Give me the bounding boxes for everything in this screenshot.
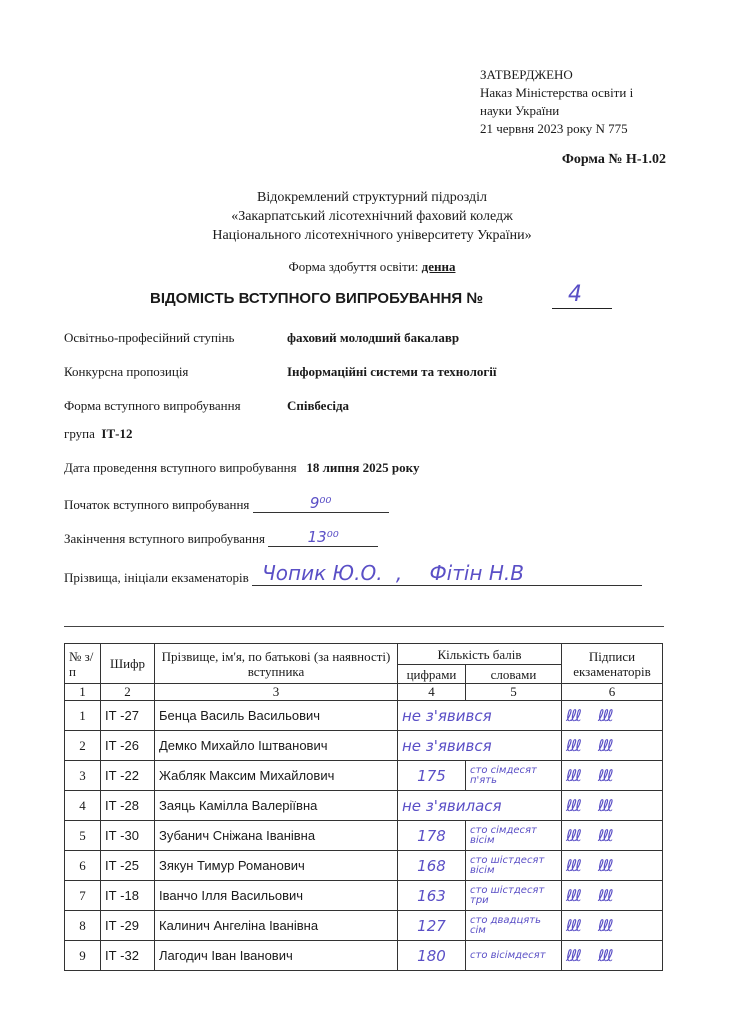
row-number: 7 — [65, 881, 101, 911]
table-row — [65, 941, 663, 971]
exam-form-label: Форма вступного випробування — [64, 398, 241, 413]
document-title: ВІДОМІСТЬ ВСТУПНОГО ВИПРОБУВАННЯ № — [150, 290, 484, 307]
institution-line-1: Відокремлений структурний підрозділ — [256, 190, 488, 205]
program-value: Інформаційні системи та технології — [287, 364, 497, 379]
applicant-name: Демко Михайло Іштванович — [155, 731, 398, 761]
signature-2: ℓℓℓ — [597, 796, 612, 815]
header-signatures: Підписи екзаменаторів — [562, 644, 663, 684]
signatures-cell — [562, 851, 663, 881]
examiners-label: Прізвища, ініціали екзаменаторів — [64, 570, 249, 585]
institution-name — [0, 188, 744, 245]
signatures-cell — [562, 701, 663, 731]
score-digits-cell — [398, 911, 466, 941]
score-words: сто двадцять сім — [470, 914, 542, 936]
institution-line-3: Національного лісотехнічного університету України» — [212, 228, 532, 243]
signature-1: ℓℓℓ — [566, 826, 580, 845]
absence-note: не з'явилася — [402, 796, 502, 815]
table-row — [65, 701, 663, 731]
signature-1: ℓℓℓ — [566, 856, 580, 875]
results-table — [64, 643, 663, 971]
absence-note-cell — [398, 701, 562, 731]
applicant-code: ІТ -26 — [101, 731, 155, 761]
signature-1: ℓℓℓ — [566, 946, 580, 965]
examiner-2: Фітін Н.В — [429, 561, 524, 585]
end-value: 13⁰⁰ — [307, 528, 339, 546]
form-number: Форма № Н-1.02 — [561, 152, 666, 167]
score-digits: 175 — [417, 766, 446, 785]
start-label: Початок вступного випробування — [64, 497, 250, 512]
approval-line-4: 21 червня 2023 року N 775 — [480, 121, 628, 136]
applicant-code: ІТ -25 — [101, 851, 155, 881]
score-digits-cell — [398, 821, 466, 851]
date-value: 18 липня 2025 року — [306, 460, 420, 475]
applicant-name: Лагодич Іван Іванович — [155, 941, 398, 971]
signature-1: ℓℓℓ — [566, 736, 580, 755]
score-digits-cell — [398, 881, 466, 911]
score-digits: 127 — [417, 916, 446, 935]
title-number: 4 — [568, 282, 582, 307]
signatures-cell — [562, 941, 663, 971]
applicant-name: Жабляк Максим Михайлович — [155, 761, 398, 791]
signatures-cell — [562, 911, 663, 941]
score-words: сто шістдесят вісім — [470, 854, 545, 876]
table-row — [65, 881, 663, 911]
date-row — [64, 460, 419, 476]
approval-line-3: науки України — [480, 103, 560, 118]
score-digits: 180 — [417, 946, 446, 965]
applicant-name: Зубанич Сніжана Іванівна — [155, 821, 398, 851]
score-words-cell — [466, 941, 562, 971]
signatures-cell — [562, 731, 663, 761]
row-number: 8 — [65, 911, 101, 941]
applicant-code: ІТ -28 — [101, 791, 155, 821]
header-score-digits: цифрами — [398, 665, 466, 684]
score-digits-cell — [398, 851, 466, 881]
signature-1: ℓℓℓ — [566, 796, 580, 815]
signature-1: ℓℓℓ — [566, 916, 580, 935]
row-number: 1 — [65, 701, 101, 731]
group-label: група — [64, 426, 95, 441]
title-number-line — [552, 308, 612, 309]
education-form — [0, 259, 744, 275]
score-digits: 168 — [417, 856, 446, 875]
approval-line-2: Наказ Міністерства освіти і — [480, 85, 634, 100]
group-value: ІТ-12 — [101, 426, 133, 441]
signature-1: ℓℓℓ — [566, 706, 580, 725]
applicant-name: Іванчо Ілля Васильович — [155, 881, 398, 911]
score-words-cell — [466, 821, 562, 851]
col-number: 5 — [466, 684, 562, 701]
header-score: Кількість балів — [398, 644, 562, 665]
examiner-separator: , — [395, 561, 403, 585]
absence-note-cell — [398, 731, 562, 761]
group-row — [64, 426, 132, 442]
applicant-code: ІТ -30 — [101, 821, 155, 851]
applicant-name: Заяць Камілла Валеріївна — [155, 791, 398, 821]
score-words: сто сімдесят п'ять — [470, 764, 537, 786]
applicant-name: Зякун Тимур Романович — [155, 851, 398, 881]
header-no: № з/п — [65, 644, 101, 684]
education-form-label: Форма здобуття освіти: — [288, 259, 419, 274]
row-number: 6 — [65, 851, 101, 881]
education-form-value: денна — [421, 259, 456, 274]
end-row — [64, 528, 378, 547]
applicant-name: Калинич Ангеліна Іванівна — [155, 911, 398, 941]
col-number: 4 — [398, 684, 466, 701]
signature-2: ℓℓℓ — [597, 706, 612, 725]
row-number: 2 — [65, 731, 101, 761]
applicant-code: ІТ -22 — [101, 761, 155, 791]
exam-form-value: Співбесіда — [287, 398, 350, 413]
signatures-cell — [562, 881, 663, 911]
signature-2: ℓℓℓ — [597, 916, 612, 935]
signature-1: ℓℓℓ — [566, 886, 580, 905]
header-code: Шифр — [101, 644, 155, 684]
degree-label: Освітньо-професійний ступінь — [64, 330, 235, 345]
degree-value: фаховий молодший бакалавр — [287, 330, 460, 345]
end-label: Закінчення вступного випробування — [64, 531, 265, 546]
col-number: 1 — [65, 684, 101, 701]
col-number: 3 — [155, 684, 398, 701]
institution-line-2: «Закарпатський лісотехнічний фаховий коледж — [231, 209, 513, 224]
score-digits: 163 — [417, 886, 446, 905]
signatures-cell — [562, 761, 663, 791]
applicant-code: ІТ -32 — [101, 941, 155, 971]
signature-2: ℓℓℓ — [597, 856, 612, 875]
table-row — [65, 761, 663, 791]
score-words: сто сімдесят вісім — [470, 824, 537, 846]
table-row — [65, 731, 663, 761]
table-row — [65, 791, 663, 821]
approval-line-1: ЗАТВЕРДЖЕНО — [480, 67, 573, 82]
score-words: сто шістдесят три — [470, 884, 545, 906]
start-value: 9⁰⁰ — [309, 494, 332, 512]
header-score-words: словами — [466, 665, 562, 684]
score-words-cell — [466, 761, 562, 791]
applicant-name: Бенца Василь Васильович — [155, 701, 398, 731]
absence-note-cell — [398, 791, 562, 821]
signature-2: ℓℓℓ — [597, 766, 612, 785]
absence-note: не з'явився — [402, 706, 492, 725]
score-digits: 178 — [417, 826, 446, 845]
col-number: 2 — [101, 684, 155, 701]
signatures-cell — [562, 821, 663, 851]
signature-2: ℓℓℓ — [597, 736, 612, 755]
table-row — [65, 851, 663, 881]
table-row — [65, 911, 663, 941]
header-name: Прізвище, ім'я, по батькові (за наявності) вступника — [155, 644, 398, 684]
row-number: 3 — [65, 761, 101, 791]
col-number: 6 — [562, 684, 663, 701]
score-digits-cell — [398, 941, 466, 971]
row-number: 4 — [65, 791, 101, 821]
applicant-code: ІТ -27 — [101, 701, 155, 731]
separator-line — [64, 626, 664, 627]
signature-2: ℓℓℓ — [597, 886, 612, 905]
signature-2: ℓℓℓ — [597, 826, 612, 845]
signature-2: ℓℓℓ — [597, 946, 612, 965]
approval-block — [480, 66, 633, 138]
examiners-row — [64, 561, 642, 586]
start-row — [64, 494, 389, 513]
row-number: 5 — [65, 821, 101, 851]
score-digits-cell — [398, 761, 466, 791]
signatures-cell — [562, 791, 663, 821]
score-words-cell — [466, 851, 562, 881]
applicant-code: ІТ -29 — [101, 911, 155, 941]
examiner-1: Чопик Ю.О. — [262, 561, 383, 585]
table-row — [65, 821, 663, 851]
score-words-cell — [466, 881, 562, 911]
score-words-cell — [466, 911, 562, 941]
date-label: Дата проведення вступного випробування — [64, 460, 297, 475]
signature-1: ℓℓℓ — [566, 766, 580, 785]
program-label: Конкурсна пропозиція — [64, 364, 189, 379]
column-numbers-row — [65, 684, 663, 701]
absence-note: не з'явився — [402, 736, 492, 755]
applicant-code: ІТ -18 — [101, 881, 155, 911]
score-words: сто вісімдесят — [470, 949, 546, 961]
row-number: 9 — [65, 941, 101, 971]
